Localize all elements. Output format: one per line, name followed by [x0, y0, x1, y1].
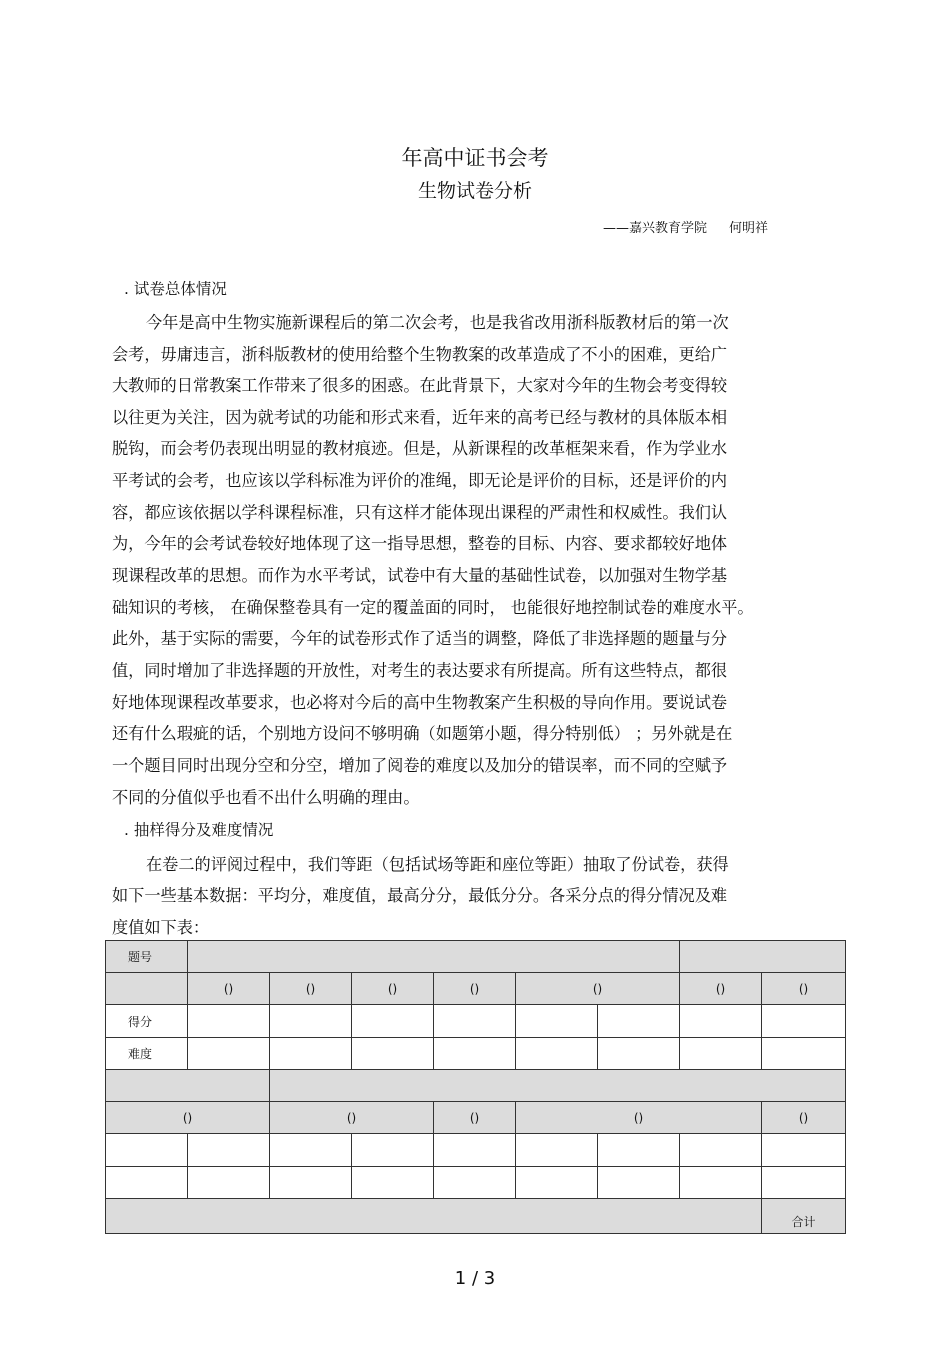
table-cell [106, 973, 188, 1005]
paragraph-line: 今年是高中生物实施新课程后的第二次会考，也是我省改用浙科版教材后的第一次 [146, 313, 729, 332]
table-cell [270, 1069, 846, 1101]
paragraph-line: 如下一些基本数据：平均分，难度值，最高分分，最低分分。各采分点的得分情况及难 [112, 886, 728, 905]
paragraph-line: 平考试的会考，也应该以学科标准为评价的准绳，即无论是评价的目标，还是评价的内 [112, 471, 728, 490]
paragraph-line: 会考，毋庸违言，浙科版教材的使用给整个生物教案的改革造成了不小的困难，更给广 [112, 345, 728, 364]
table-subheader: () [762, 1102, 846, 1134]
document-subtitle: 生物试卷分析 [417, 180, 532, 202]
table-total-label: 合计 [762, 1198, 846, 1233]
table-subheader: () [434, 973, 516, 1005]
paragraph-line: 现课程改革的思想。而作为水平考试，试卷中有大量的基础性试卷，以加强对生物学基 [112, 566, 728, 585]
table-subheader: () [516, 1102, 762, 1134]
table-subheader: () [106, 1102, 270, 1134]
table-cell [106, 1069, 270, 1101]
table-subheader: () [434, 1102, 516, 1134]
paragraph-line: 不同的分值似乎也看不出什么明确的理由。 [112, 788, 420, 807]
table-subheader: () [270, 973, 352, 1005]
score-table [105, 940, 846, 1234]
paragraph-line: 好地体现课程改革要求，也必将对今后的高中生物教案产生积极的导向作用。要说试卷 [112, 693, 728, 712]
table-cell [680, 941, 846, 973]
paragraph-line: 容，都应该依据以学科课程标准，只有这样才能体现出课程的严肃性和权威性。我们认 [112, 503, 728, 522]
table-subheader: () [270, 1102, 434, 1134]
table-header-tihao: 题号 [106, 941, 188, 973]
paragraph-line: 大教师的日常教案工作带来了很多的困惑。在此背景下，大家对今年的生物会考变得较 [112, 376, 728, 395]
table-row-label-defen: 得分 [106, 1005, 188, 1037]
table-subheader: () [188, 973, 270, 1005]
paragraph-line: 在卷二的评阅过程中，我们等距（包括试场等距和座位等距）抽取了份试卷，获得 [146, 855, 729, 874]
table-subheader: () [680, 973, 762, 1005]
table-row-label-nandu: 难度 [106, 1037, 188, 1069]
document-title: 年高中证书会考 [401, 146, 549, 170]
page-indicator: 1 / 3 [454, 1268, 496, 1289]
table-subheader: () [762, 973, 846, 1005]
paragraph-line: 一个题目同时出现分空和分空，增加了阅卷的难度以及加分的错误率，而不同的空赋予 [112, 756, 728, 775]
paragraph-line: 础知识的考核， 在确保整卷具有一定的覆盖面的同时， 也能很好地控制试卷的难度水平。 [112, 598, 754, 617]
section-1-heading: . 试卷总体情况 [124, 280, 227, 298]
table-subheader: () [516, 973, 680, 1005]
paragraph-line: 以往更为关注，因为就考试的功能和形式来看，近年来的高考已经与教材的具体版本相 [112, 408, 728, 427]
author-prefix: ——嘉兴教育学院 [603, 221, 708, 236]
table-subheader: () [352, 973, 434, 1005]
author-line [603, 217, 768, 236]
table-cell [188, 941, 680, 973]
paragraph-line: 还有什么瑕疵的话，个别地方设问不够明确（如题第小题，得分特别低） ；另外就是在 [112, 724, 733, 743]
table-cell [106, 1198, 762, 1233]
paragraph-line: 值，同时增加了非选择题的开放性，对考生的表达要求有所提高。所有这些特点，都很 [112, 661, 728, 680]
paragraph-line: 此外，基于实际的需要，今年的试卷形式作了适当的调整，降低了非选择题的题量与分 [112, 629, 728, 648]
paragraph-line: 脱钩，而会考仍表现出明显的教材痕迹。但是，从新课程的改革框架来看，作为学业水 [112, 439, 728, 458]
paragraph-line: 为，今年的会考试卷较好地体现了这一指导思想，整卷的目标、内容、要求都较好地体 [112, 534, 728, 553]
paragraph-line: 度值如下表： [112, 918, 210, 937]
author-name: 何明祥 [729, 221, 769, 236]
section-2-heading: . 抽样得分及难度情况 [124, 821, 274, 839]
